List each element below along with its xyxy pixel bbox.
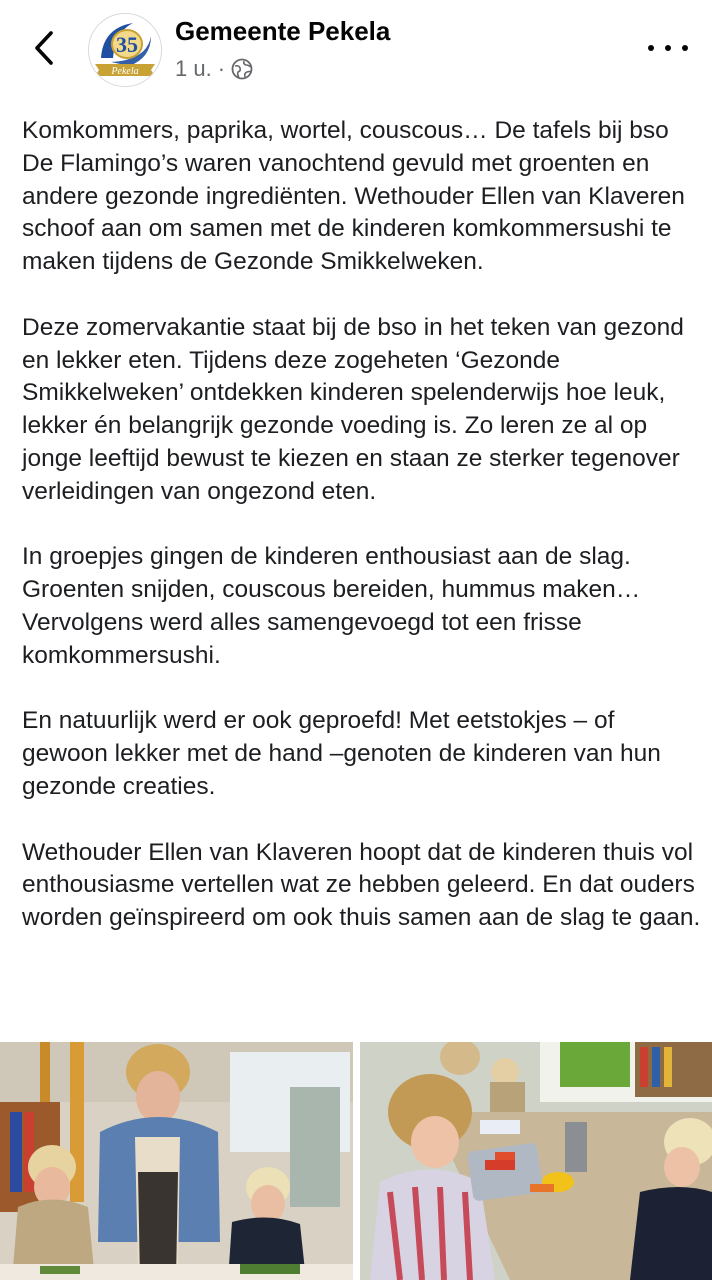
post-paragraph: En natuurlijk werd er ook geproefd! Met eetstokjes – of gewoon lekker met de hand –genoten de kinderen van hun gezonde creaties. bbox=[22, 707, 661, 800]
more-horizontal-icon-dot bbox=[648, 45, 654, 51]
post-meta bbox=[175, 56, 253, 82]
post-body bbox=[22, 115, 702, 935]
chevron-left-icon bbox=[33, 30, 55, 66]
post-paragraph: Wethouder Ellen van Klaveren hoopt dat de kinderen thuis vol enthousiasme vertellen wat ze hebben geleerd. En dat ouders worden geïnspireerd om ook thuis samen aan de slag te gaan. bbox=[22, 838, 701, 932]
back-button[interactable] bbox=[22, 24, 66, 72]
more-horizontal-icon-dot bbox=[682, 45, 688, 51]
page-avatar[interactable] bbox=[88, 13, 162, 87]
post-paragraph: In groepjes gingen de kinderen enthousiast aan de slag. Groenten snijden, couscous bereiden, hummus maken… Vervolgens werd alles samengevoegd tot een frisse komkommersushi. bbox=[22, 543, 641, 669]
post-header bbox=[0, 0, 712, 96]
photo-kids-cutting-vegetables bbox=[0, 1042, 353, 1280]
logo-banner-text: Pekela bbox=[111, 66, 139, 77]
page-name[interactable]: Gemeente Pekela bbox=[175, 16, 391, 46]
logo-number: 35 bbox=[116, 32, 138, 57]
meta-separator: · bbox=[217, 56, 226, 81]
post-photo-1[interactable] bbox=[0, 1042, 353, 1280]
photo-grid bbox=[0, 1042, 712, 1280]
pekela-35-logo bbox=[89, 14, 161, 86]
post-paragraph: Deze zomervakantie staat bij de bso in het teken van gezond en lekker eten. Tijdens deze zogeheten ‘Gezonde Smikkelweken’ ontdekken kinderen spelenderwijs hoe leuk, lekker én belangrijk gezonde voeding is. Zo leren ze al op jonge leeftijd bewust te kiezen en staan ze sterker tegenover verleidingen van ongezond eten. bbox=[22, 313, 684, 505]
more-options-button[interactable] bbox=[648, 30, 688, 66]
post-paragraph: Komkommers, paprika, wortel, couscous… De tafels bij bso De Flamingo’s waren vanochtend gevuld met groenten en andere gezonde ingrediënten. Wethouder Ellen van Klaveren schoof aan om samen met de kinderen komkommersushi te maken tijdens de Gezonde Smikkelweken. bbox=[22, 117, 685, 276]
photo-kids-at-table bbox=[360, 1042, 712, 1280]
globe-icon[interactable] bbox=[231, 58, 253, 80]
post-time[interactable]: 1 u. bbox=[175, 56, 212, 81]
more-horizontal-icon-dot bbox=[665, 45, 671, 51]
post-photo-2[interactable] bbox=[360, 1042, 712, 1280]
